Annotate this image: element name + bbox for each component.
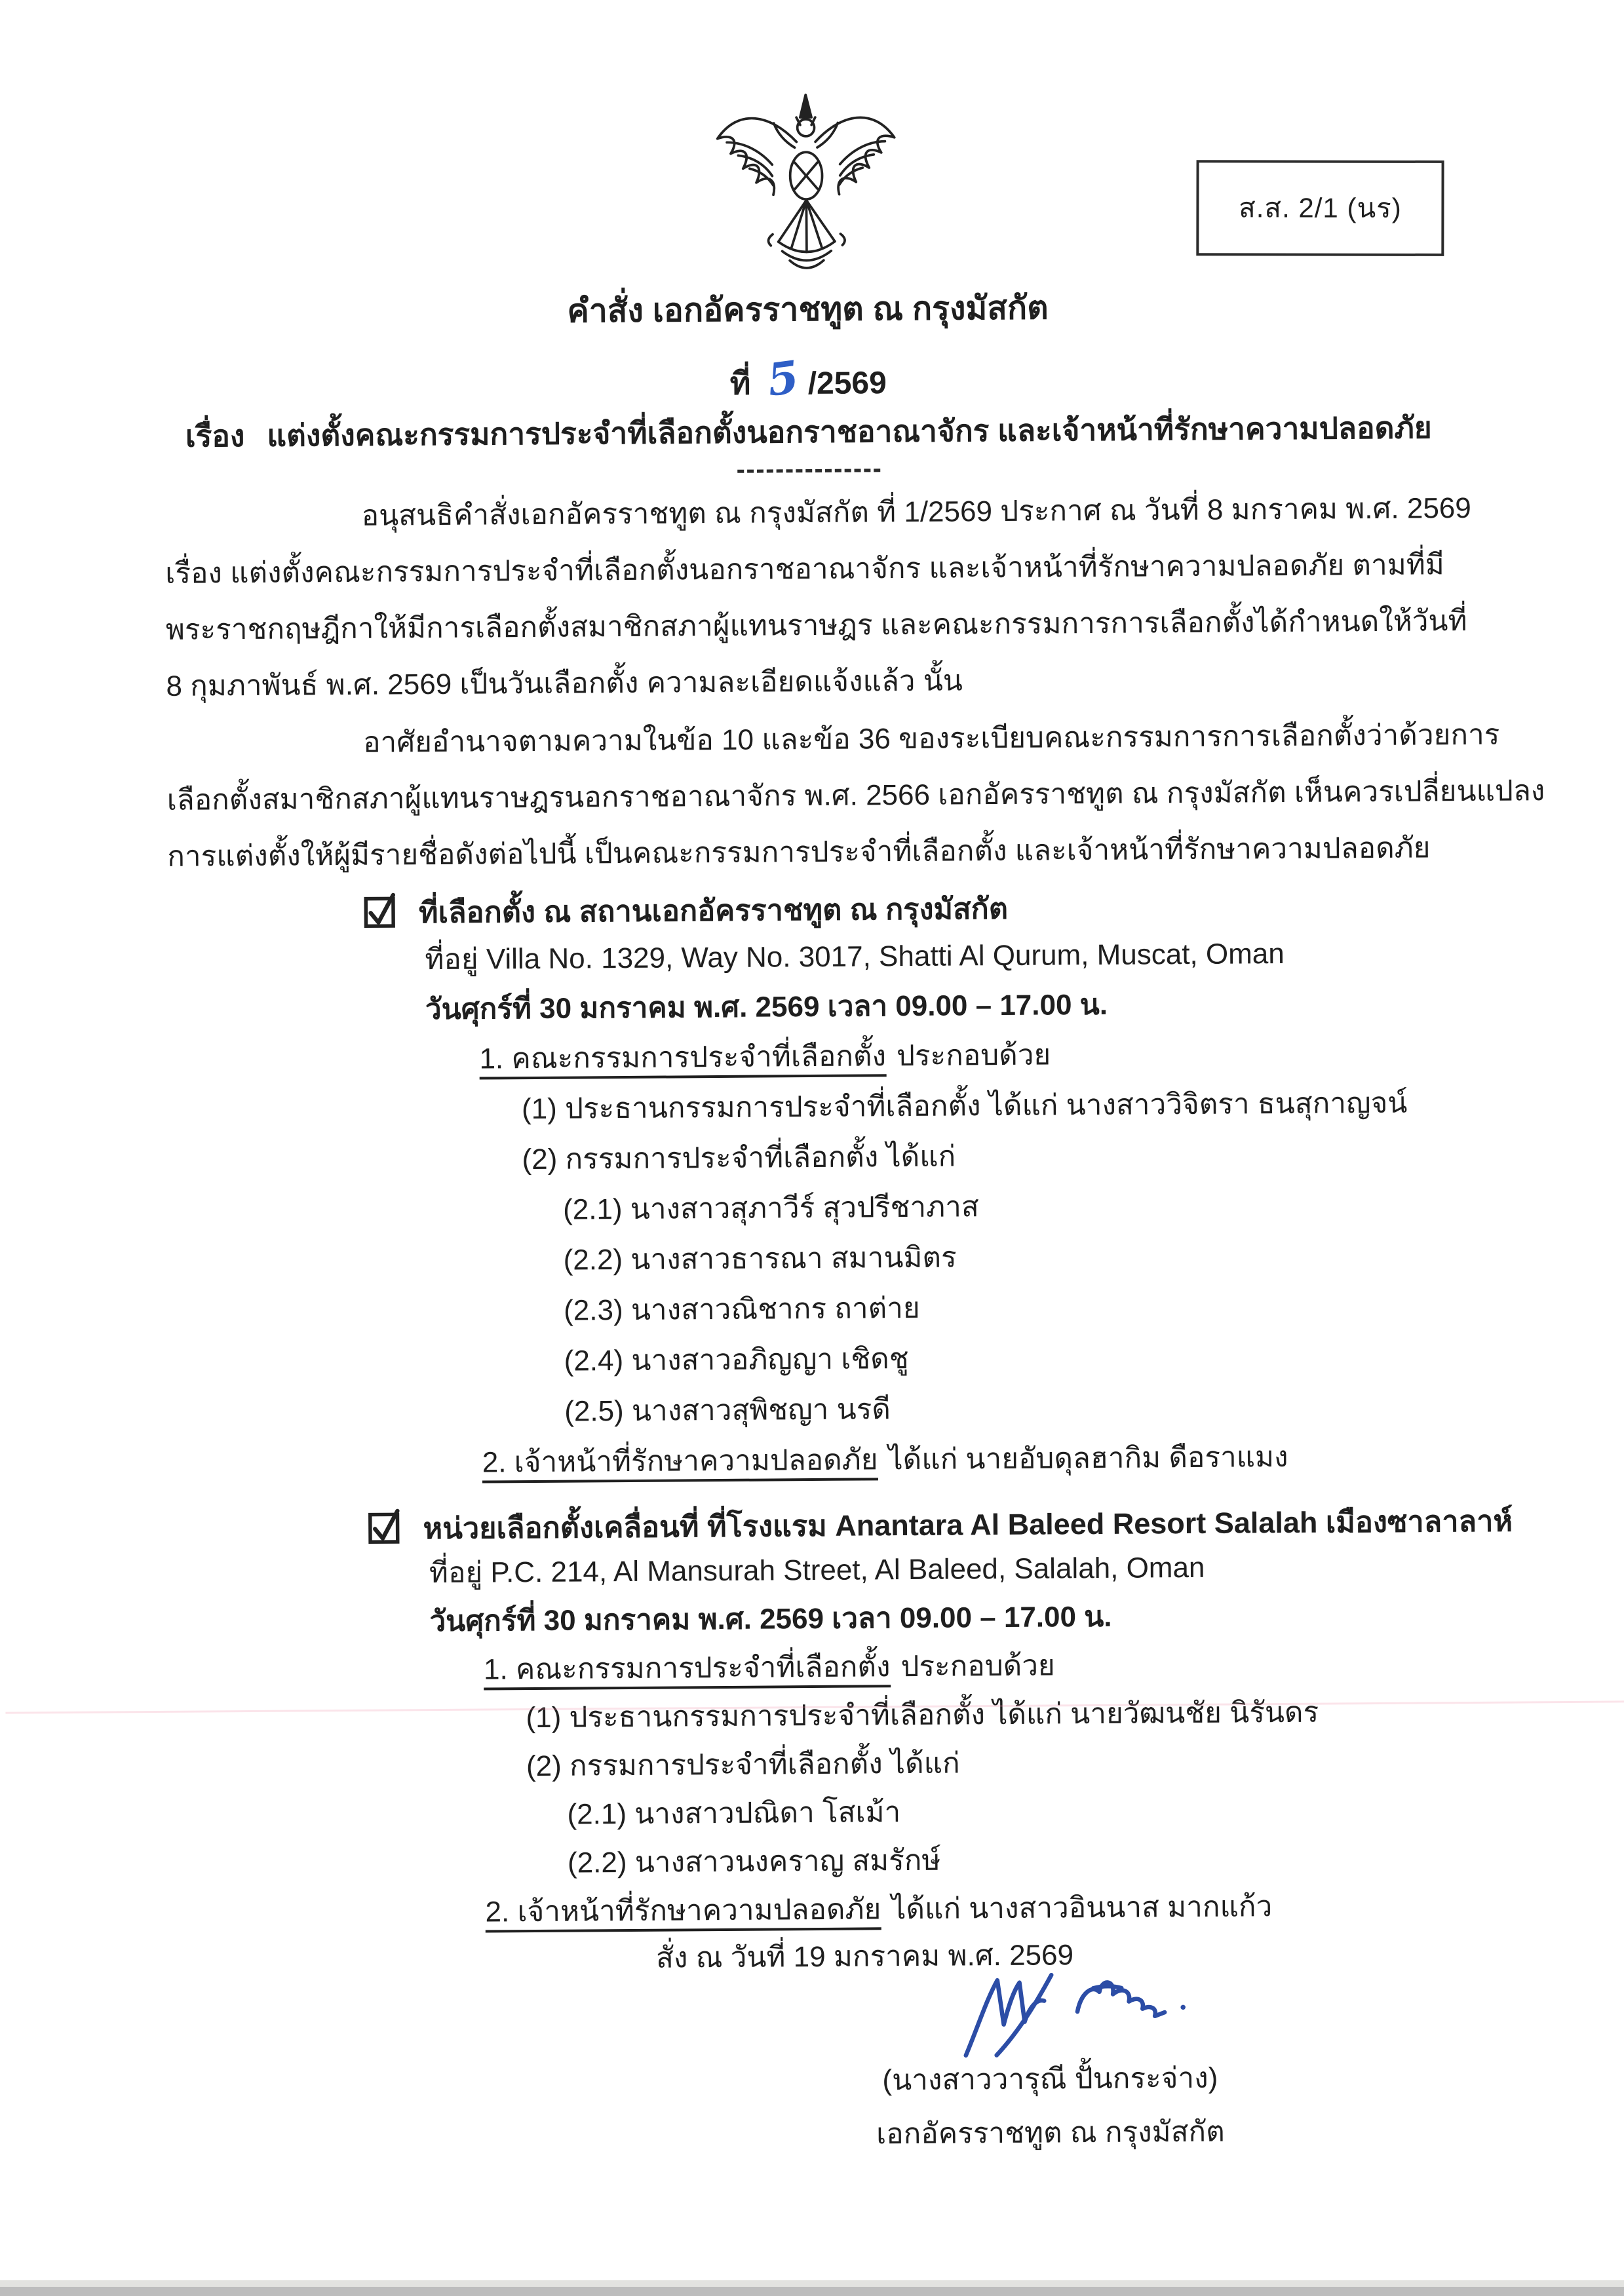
separator-dashes bbox=[737, 469, 880, 473]
body-line: อนุสนธิคำสั่งเอกอัครราชทูต ณ กรุงมัสกัต ที่ 1/2569 ประกาศ ณ วันที่ 8 มกราคม พ.ศ. 2569 bbox=[361, 491, 1471, 532]
body-line: พระราชกฤษฎีกาให้มีการเลือกตั้งสมาชิกสภาผู้แทนราษฎร และคณะกรรมการการเลือกตั้งได้กำหนดให้วันที่ bbox=[165, 605, 1467, 646]
form-code: ส.ส. 2/1 (นร) bbox=[1239, 192, 1402, 223]
committee-chair-1: (1) ประธานกรรมการประจำที่เลือกตั้ง ได้แก่ นางสาววิจิตรา ธนสุกาญจน์ bbox=[521, 1086, 1408, 1126]
committee-member: (2.1) นางสาวปณิดา โสเม้า bbox=[567, 1796, 901, 1831]
security-officer-2-underlined: 2. เจ้าหน้าที่รักษาความปลอดภัย bbox=[485, 1893, 881, 1932]
order-number-prefix: ที่ bbox=[729, 366, 751, 402]
form-code-box bbox=[1196, 160, 1444, 256]
committee-heading-1 bbox=[479, 1036, 1051, 1077]
subject-label: เรื่อง bbox=[185, 419, 245, 453]
polling-station-2-datetime: วันศุกร์ที่ 30 มกราคม พ.ศ. 2569 เวลา 09.00 – 17.00 น. bbox=[429, 1600, 1112, 1638]
security-officer-1-underlined: 2. เจ้าหน้าที่รักษาความปลอดภัย bbox=[482, 1444, 878, 1483]
security-officer-2 bbox=[485, 1888, 1272, 1931]
polling-station-1-heading-row bbox=[362, 885, 1009, 936]
committee-member: (2.1) นางสาวสุภาวีร์ สุวปรีชาภาส bbox=[562, 1191, 979, 1226]
polling-station-2-heading: หน่วยเลือกตั้งเคลื่อนที่ ที่โรงแรม Anantara Al Baleed Resort Salalah เมืองซาลาลาห์ bbox=[423, 1504, 1513, 1546]
committee-member: (2.2) นางสาวธารณา สมานมิตร bbox=[563, 1241, 957, 1276]
ordered-date-line: สั่ง ณ วันที่ 19 มกราคม พ.ศ. 2569 bbox=[655, 1939, 1074, 1974]
committee-chair-2: (1) ประธานกรรมการประจำที่เลือกตั้ง ได้แก่ นายวัฒนชัย นิรันดร bbox=[526, 1696, 1319, 1734]
committee-members-label-1: (2) กรรมการประจำที่เลือกตั้ง ได้แก่ bbox=[522, 1140, 956, 1176]
committee-heading-2-underlined: 1. คณะกรรมการประจำที่เลือกตั้ง bbox=[484, 1651, 891, 1690]
garuda-emblem bbox=[701, 88, 912, 297]
security-officer-1 bbox=[482, 1438, 1288, 1482]
order-number-line bbox=[0, 344, 1621, 413]
polling-station-1-address: ที่อยู่ Villa No. 1329, Way No. 3017, Shatti Al Qurum, Muscat, Oman bbox=[425, 937, 1285, 976]
subject-line bbox=[0, 407, 1621, 457]
signer-title: เอกอัครราชทูต ณ กรุงมัสกัต bbox=[876, 2115, 1225, 2151]
polling-station-1-heading: ที่เลือกตั้ง ณ สถานเอกอัครราชทูต ณ กรุงมัสกัต bbox=[418, 891, 1009, 930]
body-line: อาศัยอำนาจตามความในข้อ 10 และข้อ 36 ของระเบียบคณะกรรมการการเลือกตั้งว่าด้วยการ bbox=[362, 718, 1500, 759]
scan-bottom-edge bbox=[0, 2287, 1624, 2296]
committee-member: (2.2) นางสาวนงคราญ สมรักษ์ bbox=[567, 1844, 941, 1879]
committee-members-label-2: (2) กรรมการประจำที่เลือกตั้ง ได้แก่ bbox=[526, 1747, 960, 1783]
scan-bottom-shadow bbox=[0, 2280, 1624, 2287]
security-officer-2-rest: ได้แก่ นางสาวอินนาส มากแก้ว bbox=[891, 1890, 1273, 1926]
committee-heading-2-rest: ประกอบด้วย bbox=[900, 1649, 1055, 1683]
committee-member: (2.5) นางสาวสุพิชญา นรดี bbox=[564, 1393, 891, 1428]
body-line: เลือกตั้งสมาชิกสภาผู้แทนราษฎรนอกราชอาณาจักร พ.ศ. 2566 เอกอัครราชทูต ณ กรุงมัสกัต เห็นควรเปลี่ยนแปลง bbox=[166, 775, 1545, 816]
order-number-suffix: /2569 bbox=[807, 366, 887, 402]
polling-station-2-address: ที่อยู่ P.C. 214, Al Mansurah Street, Al Baleed, Salalah, Oman bbox=[429, 1551, 1205, 1590]
checkbox-checked-icon bbox=[366, 1507, 404, 1545]
polling-station-2-heading-row bbox=[366, 1497, 1513, 1552]
security-officer-1-rest: ได้แก่ นายอับดุลฮากิม ดือราแมง bbox=[888, 1440, 1288, 1476]
document-title: คำสั่ง เอกอัครราชทูต ณ กรุงมัสกัต bbox=[567, 289, 1049, 330]
signer-name: (นางสาววารุณี ปั้นกระจ่าง) bbox=[882, 2061, 1218, 2097]
body-line: เรื่อง แต่งตั้งคณะกรรมการประจำที่เลือกตั้งนอกราชอาณาจักร และเจ้าหน้าที่รักษาความปลอดภัย ตามที่มี bbox=[165, 548, 1444, 590]
checkbox-checked-icon bbox=[362, 891, 400, 929]
committee-member: (2.4) นางสาวอภิญญา เชิดชู bbox=[564, 1342, 909, 1377]
committee-heading-2 bbox=[484, 1647, 1055, 1688]
subject-text: แต่งตั้งคณะกรรมการประจำที่เลือกตั้งนอกราชอาณาจักร และเจ้าหน้าที่รักษาความปลอดภัย bbox=[267, 410, 1432, 453]
signature bbox=[939, 1961, 1222, 2061]
order-number-handwritten: 5 bbox=[764, 351, 802, 408]
committee-member: (2.3) นางสาวณิชากร ถาต่าย bbox=[563, 1292, 920, 1327]
committee-heading-1-rest: ประกอบด้วย bbox=[896, 1039, 1051, 1073]
body-line: การแต่งตั้งให้ผู้มีรายชื่อดังต่อไปนี้ เป็นคณะกรรมการประจำที่เลือกตั้ง และเจ้าหน้าที่รักษาความปลอดภัย bbox=[167, 832, 1431, 873]
body-line: 8 กุมภาพันธ์ พ.ศ. 2569 เป็นวันเลือกตั้ง ความละเอียดแจ้งแล้ว นั้น bbox=[166, 664, 963, 702]
polling-station-1-datetime: วันศุกร์ที่ 30 มกราคม พ.ศ. 2569 เวลา 09.00 – 17.00 น. bbox=[425, 988, 1108, 1026]
committee-heading-1-underlined: 1. คณะกรรมการประจำที่เลือกตั้ง bbox=[479, 1040, 886, 1079]
